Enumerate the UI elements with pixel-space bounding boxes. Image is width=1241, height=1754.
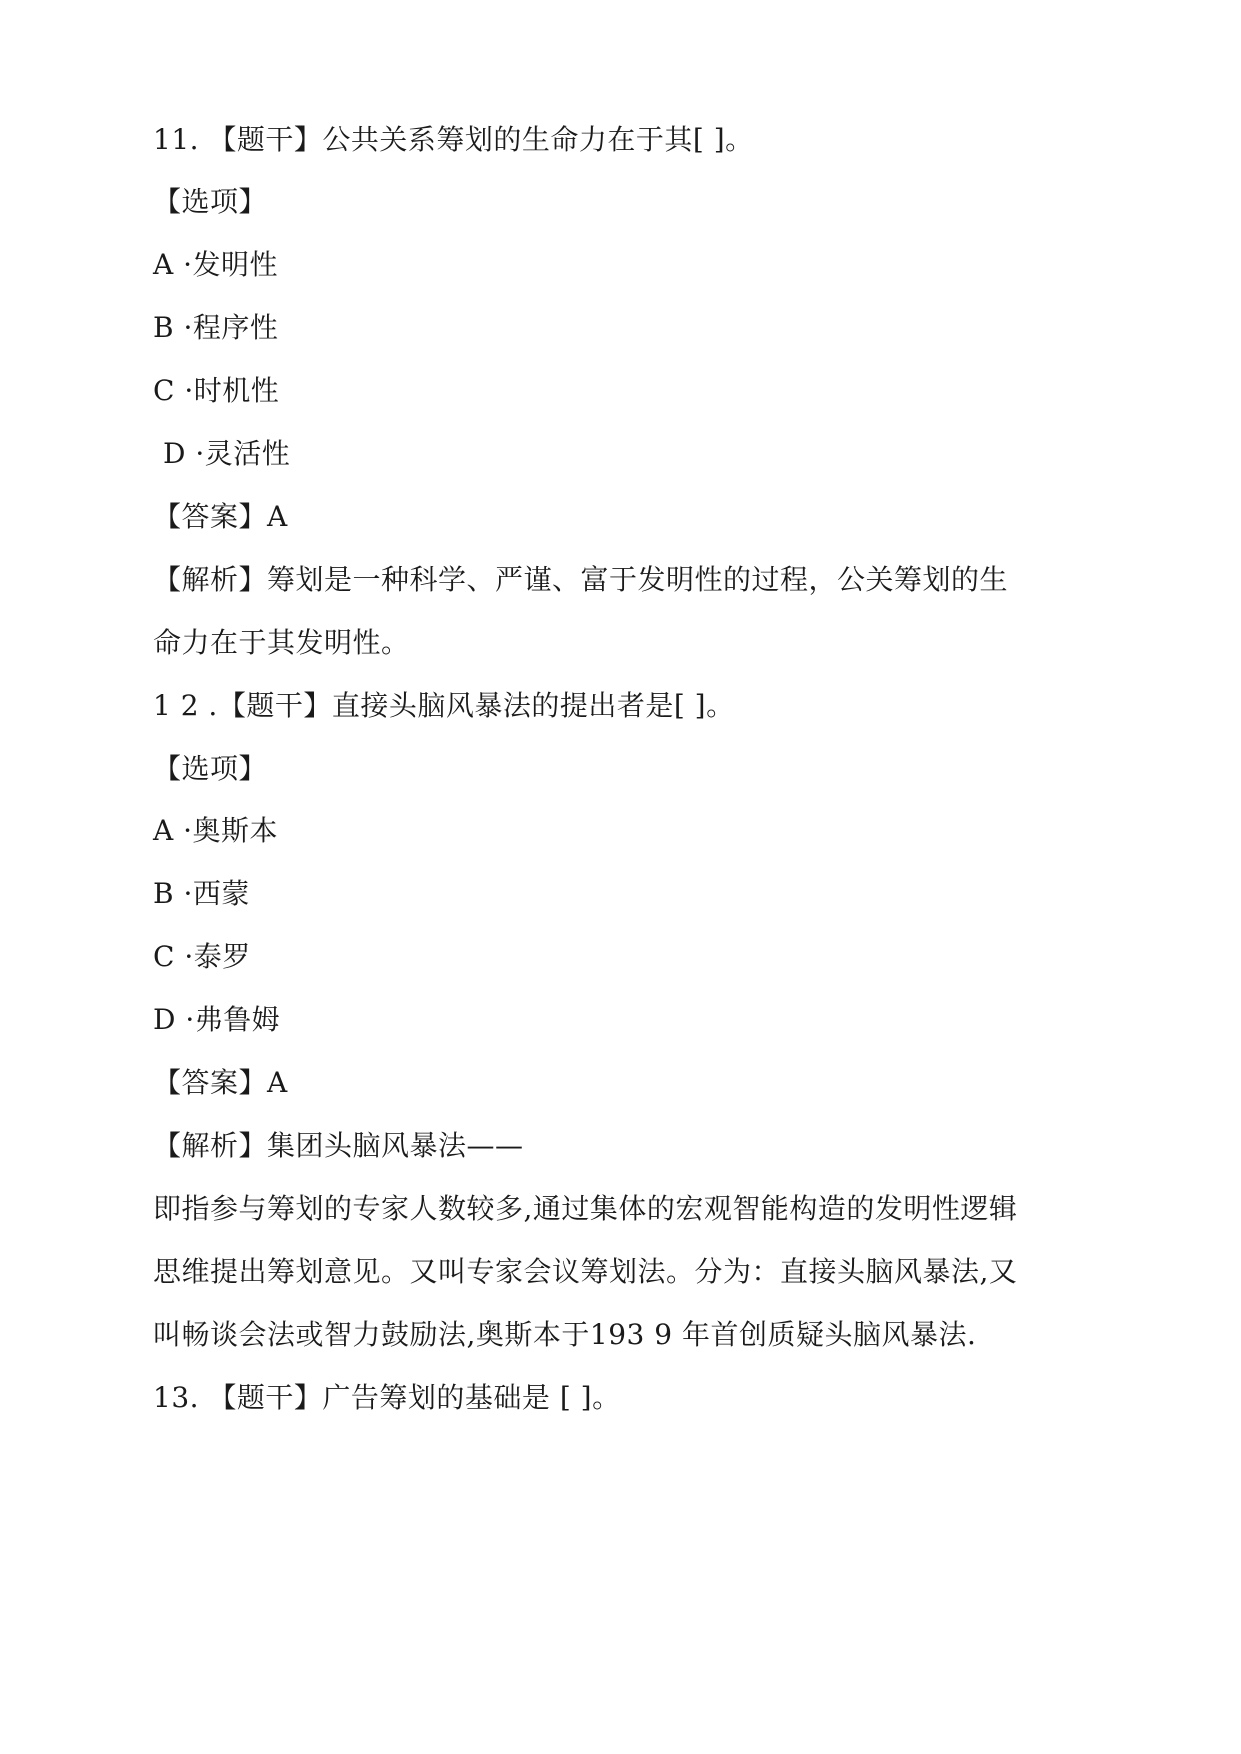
q12-analysis-line-2: 即指参与筹划的专家人数较多,通过集体的宏观智能构造的发明性逻辑 <box>153 1192 1018 1225</box>
q11-options-label: 【选项】 <box>153 185 268 218</box>
q12-option-b: B ·西蒙 <box>153 877 250 910</box>
q11-option-d: D ·灵活性 <box>163 437 291 470</box>
q11-stem: 11. 【题干】公共关系筹划的生命力在于其[ ]。 <box>153 123 754 156</box>
q11-answer: 【答案】A <box>153 500 288 533</box>
q11-option-c: C ·时机性 <box>153 374 280 407</box>
q13-stem: 13. 【题干】广告筹划的基础是 [ ]。 <box>153 1381 621 1414</box>
q12-options-label: 【选项】 <box>153 752 268 785</box>
q11-option-b: B ·程序性 <box>153 311 279 344</box>
q12-analysis-line-4: 叫畅谈会法或智力鼓励法,奥斯本于193 9 年首创质疑头脑风暴法. <box>153 1318 977 1351</box>
q12-stem: 1 2 .【题干】直接头脑风暴法的提出者是[ ]。 <box>153 689 735 722</box>
q11-option-a: A ·发明性 <box>153 248 279 281</box>
q12-option-a: A ·奥斯本 <box>153 814 279 847</box>
q12-option-d: D ·弗鲁姆 <box>153 1003 281 1036</box>
q12-analysis-line-1: 【解析】集团头脑风暴法—— <box>153 1129 524 1162</box>
q12-option-c: C ·泰罗 <box>153 940 251 973</box>
q12-answer: 【答案】A <box>153 1066 288 1099</box>
q11-analysis-line-2: 命力在于其发明性。 <box>153 626 410 659</box>
q12-analysis-line-3: 思维提出筹划意见。又叫专家会议筹划法。分为：直接头脑风暴法,又 <box>153 1255 1018 1288</box>
q11-analysis-line-1: 【解析】筹划是一种科学、严谨、富于发明性的过程，公关筹划的生 <box>153 563 1009 596</box>
